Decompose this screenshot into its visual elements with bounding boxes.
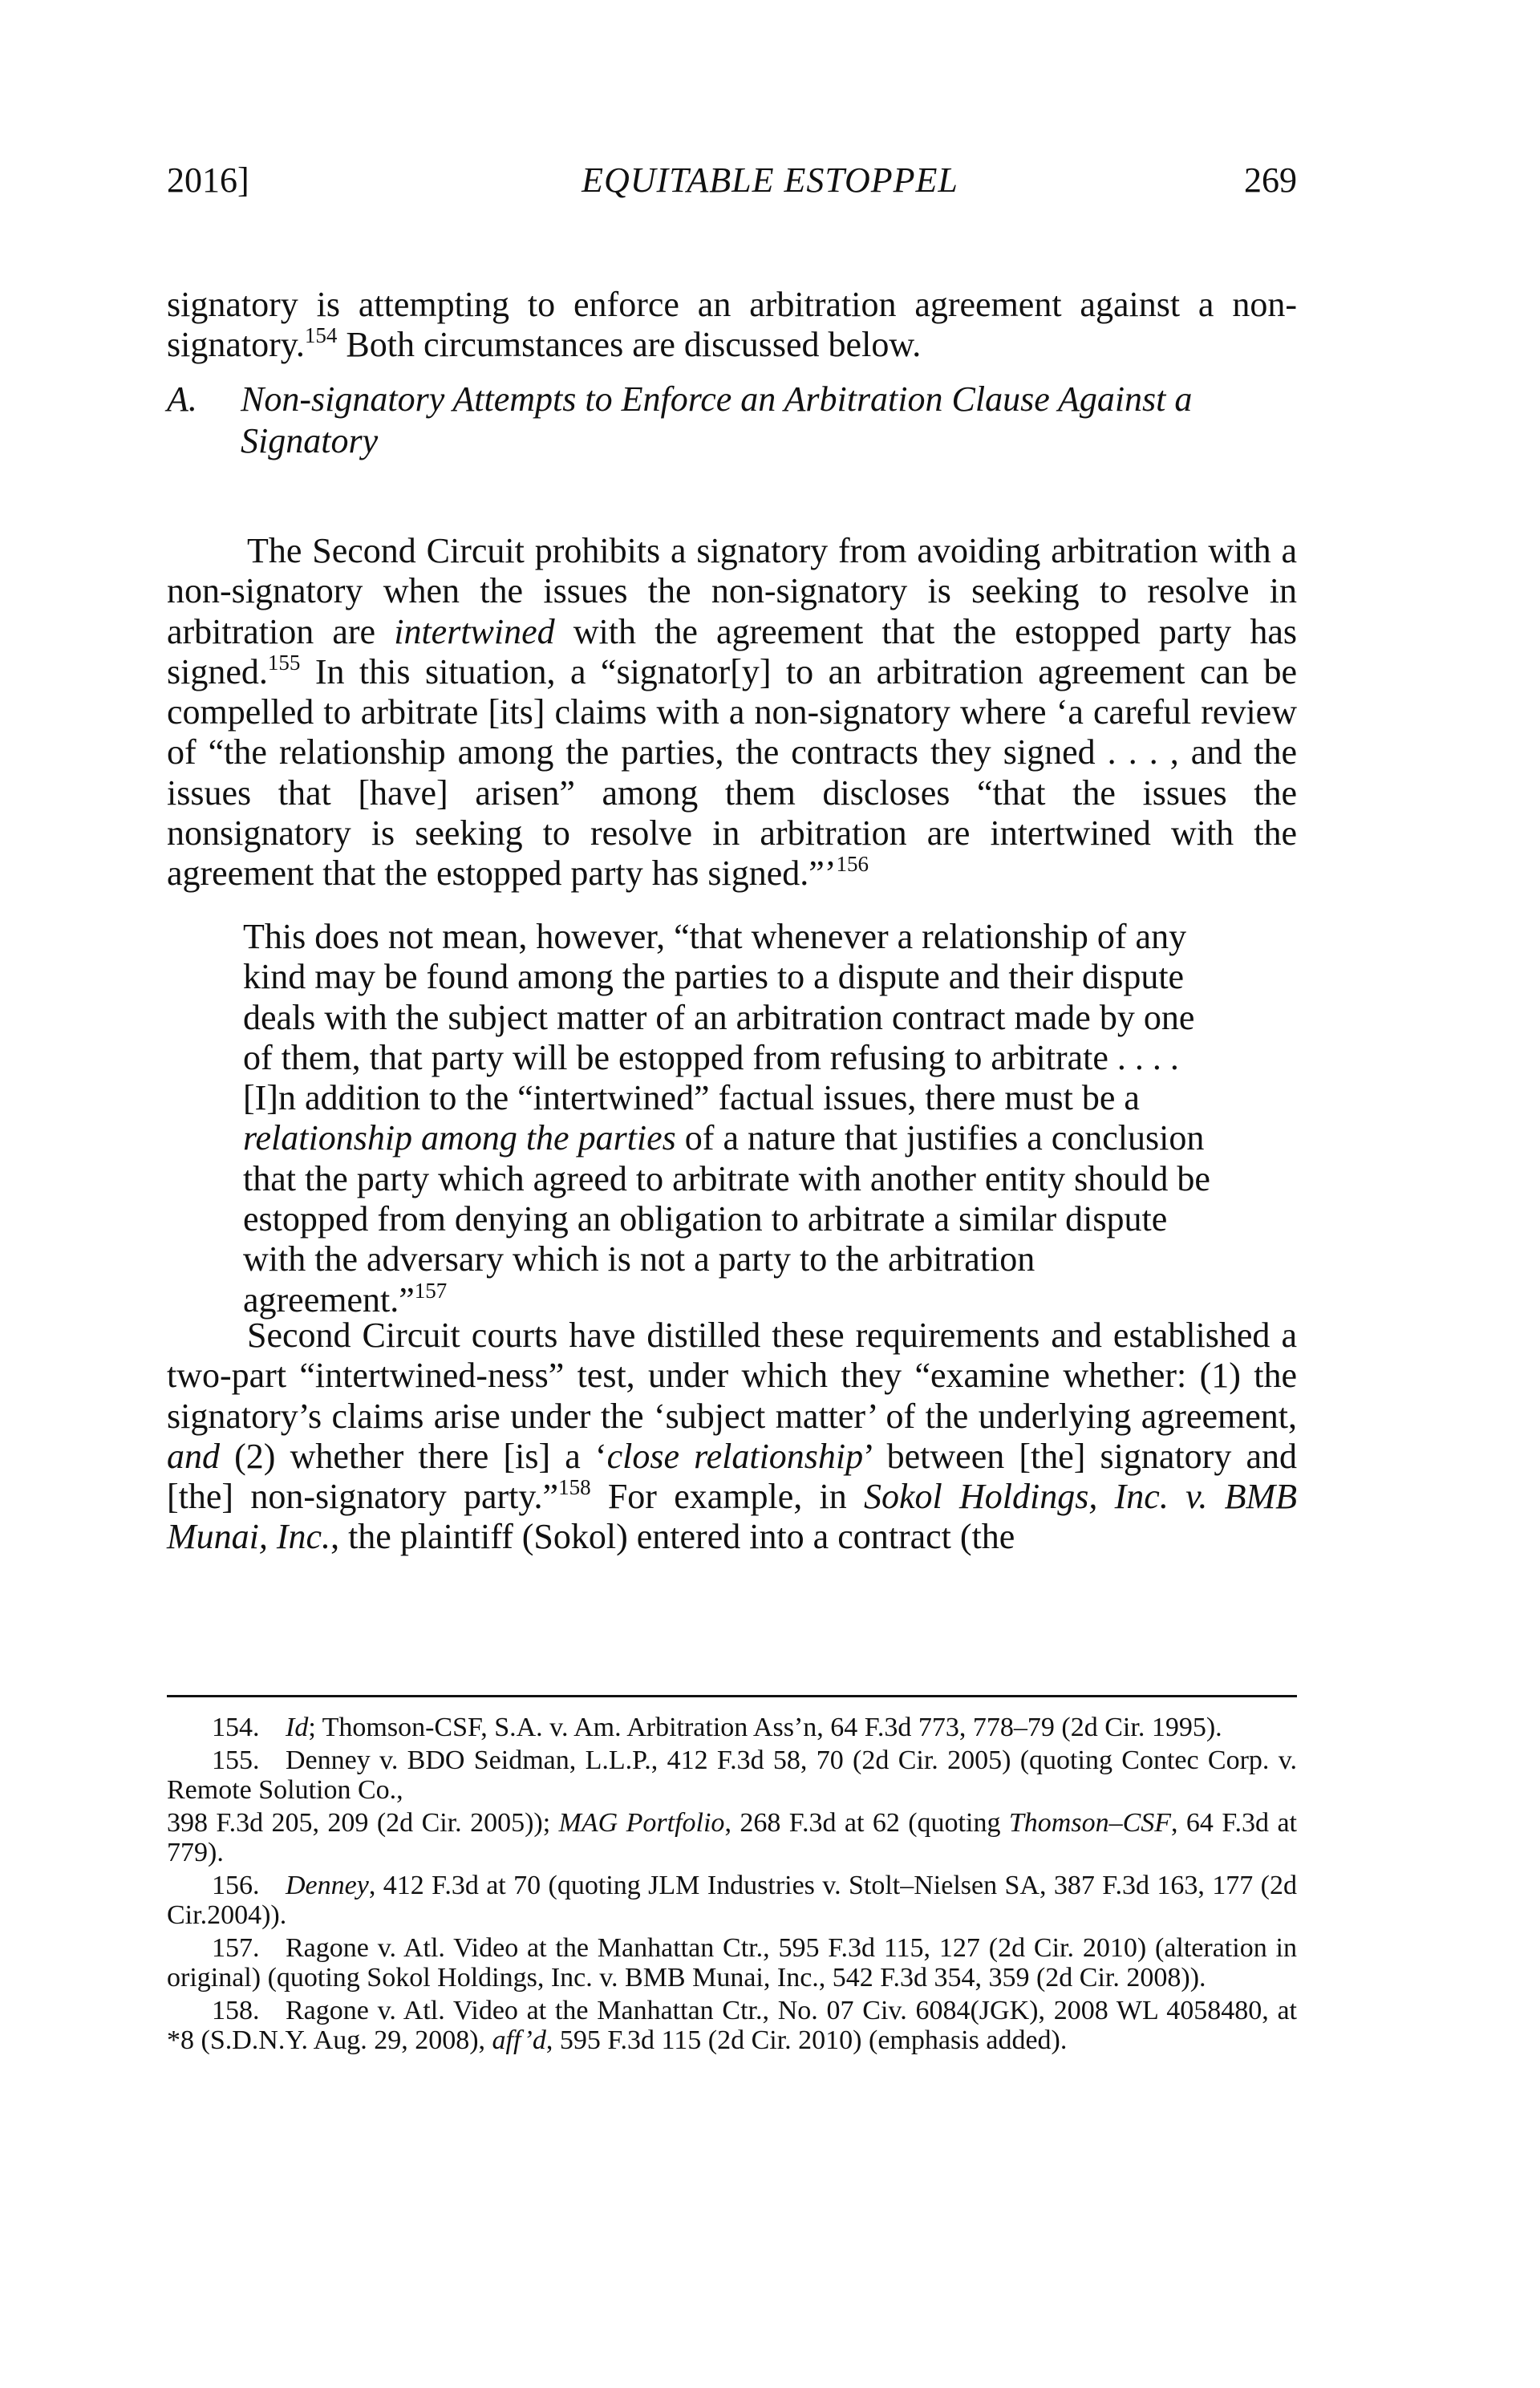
body-paragraph-1 [167,531,1297,894]
footnote-text: 398 F.3d 205, 209 (2d Cir. 2005)); [167,1807,559,1838]
quote-emphasis: relationship among the parties [243,1118,676,1158]
footnote-ref-156[interactable]: 156 [836,852,869,877]
para1-text-1: The Second Circuit prohibits a signatory from avoiding arbitration with a non-signatory when the issues the non-signatory is seeking to resolve in arbitration are [167,531,1297,651]
footnote-154 [167,1713,1297,1743]
para2-text-4: For example, in [590,1477,865,1517]
para2-text-1: Second Circuit courts have distilled these requirements and established a two-part “intertwined-ness” test, under which they “examine whether: (1) the signatory’s claims arise under the ‘subject matter’ of the underlying agreement, [167,1316,1297,1436]
footnote-text: Ragone v. Atl. Video at the Manhattan Ctr., 595 F.3d 115, 127 (2d Cir. 2010) (alteration in original) (quoting Sokol Holdings, Inc. v. BMB Munai, Inc., 542 F.3d 354, 359 (2d Cir. 2008)). [167,1932,1297,1993]
intro-text-after: Both circumstances are discussed below. [337,325,922,365]
intro-paragraph [167,285,1297,366]
footnote-text: , 268 F.3d at 62 (quoting [724,1807,1009,1838]
para1-text-3: In this situation, a “signator[y] to an arbitration agreement can be compelled to arbitrate [its] claims with a non-signatory where ‘a careful review of “the relationship among the parties, the contracts they signed . . . , and the issues that [have] arisen” among them discloses “that the issues the nonsignatory is seeking to resolve in arbitration are intertwined with the agreement that the estopped party has signed.”’ [167,651,1297,894]
para2-emphasis-relationship: close relationship [606,1436,864,1476]
para1-emphasis: intertwined [394,611,555,651]
footnote-number: 158. [212,1995,260,2025]
footnote-emphasis: Id [286,1713,309,1742]
footnote-text: ; Thomson-CSF, S.A. v. Am. Arbitration Ass’n, 64 F.3d 773, 778–79 (2d Cir. 1995). [308,1713,1222,1742]
intro-text: signatory is attempting to enforce an arbitration agreement against a non-signatory. [167,285,1297,365]
footnote-text: , 595 F.3d 115 (2d Cir. 2010) (emphasis added). [545,2025,1068,2055]
body-paragraph-2 [167,1316,1297,1558]
footnote-ref-154[interactable]: 154 [304,323,338,348]
footnote-emphasis: aff’d [492,2025,546,2055]
section-title: Non-signatory Attempts to Enforce an Arbitration Clause Against a Signatory [241,379,1193,460]
footnote-emphasis: Thomson–CSF [1008,1807,1172,1838]
para2-text-3: ’ between [the] signatory and [the] non-signatory party.” [167,1436,1297,1517]
footnote-ref-155[interactable]: 155 [267,650,301,675]
quote-text-2: of a nature that justifies a conclusion that the party which agreed to arbitrate with another entity should be estopped from denying an obligation to arbitrate a similar dispute with the adversary which is not a party to the arbitration agreement.” [243,1118,1210,1320]
footnote-text: Ragone v. Atl. Video at the Manhattan Ctr., No. 07 Civ. 6084(JGK), 2008 WL 4058480, at *8 (S.D.N.Y. Aug. 29, 2008), [167,1995,1297,2055]
footnote-ref-157[interactable]: 157 [414,1278,448,1303]
footnote-text: , 64 F.3d at 779). [167,1807,1297,1867]
footnote-text: , 412 F.3d at 70 (quoting JLM Industries v. Stolt–Nielsen SA, 387 F.3d 163, 177 (2d Cir.2004)). [167,1870,1297,1930]
para2-text-2: (2) whether there [is] a ‘ [220,1436,607,1476]
running-header-year: 2016] [167,160,249,200]
footnote-number: 157. [212,1932,260,1963]
section-letter: A. [167,379,197,419]
running-header-title: EQUITABLE ESTOPPEL [582,160,958,200]
footnote-emphasis: MAG Portfolio [558,1807,725,1838]
footnote-number: 155. [212,1745,260,1775]
para2-emphasis-and: and [167,1436,220,1476]
footnote-157 [167,1933,1297,1993]
para1-text-2: with the agreement that the estopped party has signed. [167,611,1297,691]
para2-text-5: , the plaintiff (Sokol) entered into a contract (the [330,1517,1015,1557]
footnote-divider [167,1695,1297,1697]
footnote-emphasis: Denney [286,1870,369,1900]
footnotes [167,1713,1297,2058]
footnote-ref-158[interactable]: 158 [558,1475,591,1500]
footnote-155 [167,1745,1297,1806]
footnote-155-continued [167,1808,1297,1868]
page-number: 269 [1244,160,1297,200]
footnote-158 [167,1996,1297,2056]
footnote-156 [167,1871,1297,1931]
footnote-text: Denney v. BDO Seidman, L.L.P., 412 F.3d 58, 70 (2d Cir. 2005) (quoting Contec Corp. v. Remote Solution Co., [167,1745,1297,1805]
footnote-number: 154. [212,1713,260,1742]
block-quote [243,917,1217,1320]
quote-text-1: This does not mean, however, “that whenever a relationship of any kind may be found among the parties to a dispute and their dispute deals with the subject matter of an arbitration contract made by one of them, that party will be estopped from refusing to arbitrate . . . . [I]n addition to the “intertwined” factual issues, there must be a [243,917,1195,1118]
para2-case-name: Sokol Holdings, Inc. v. BMB Munai, Inc. [167,1477,1298,1557]
footnote-number: 156. [212,1870,260,1900]
